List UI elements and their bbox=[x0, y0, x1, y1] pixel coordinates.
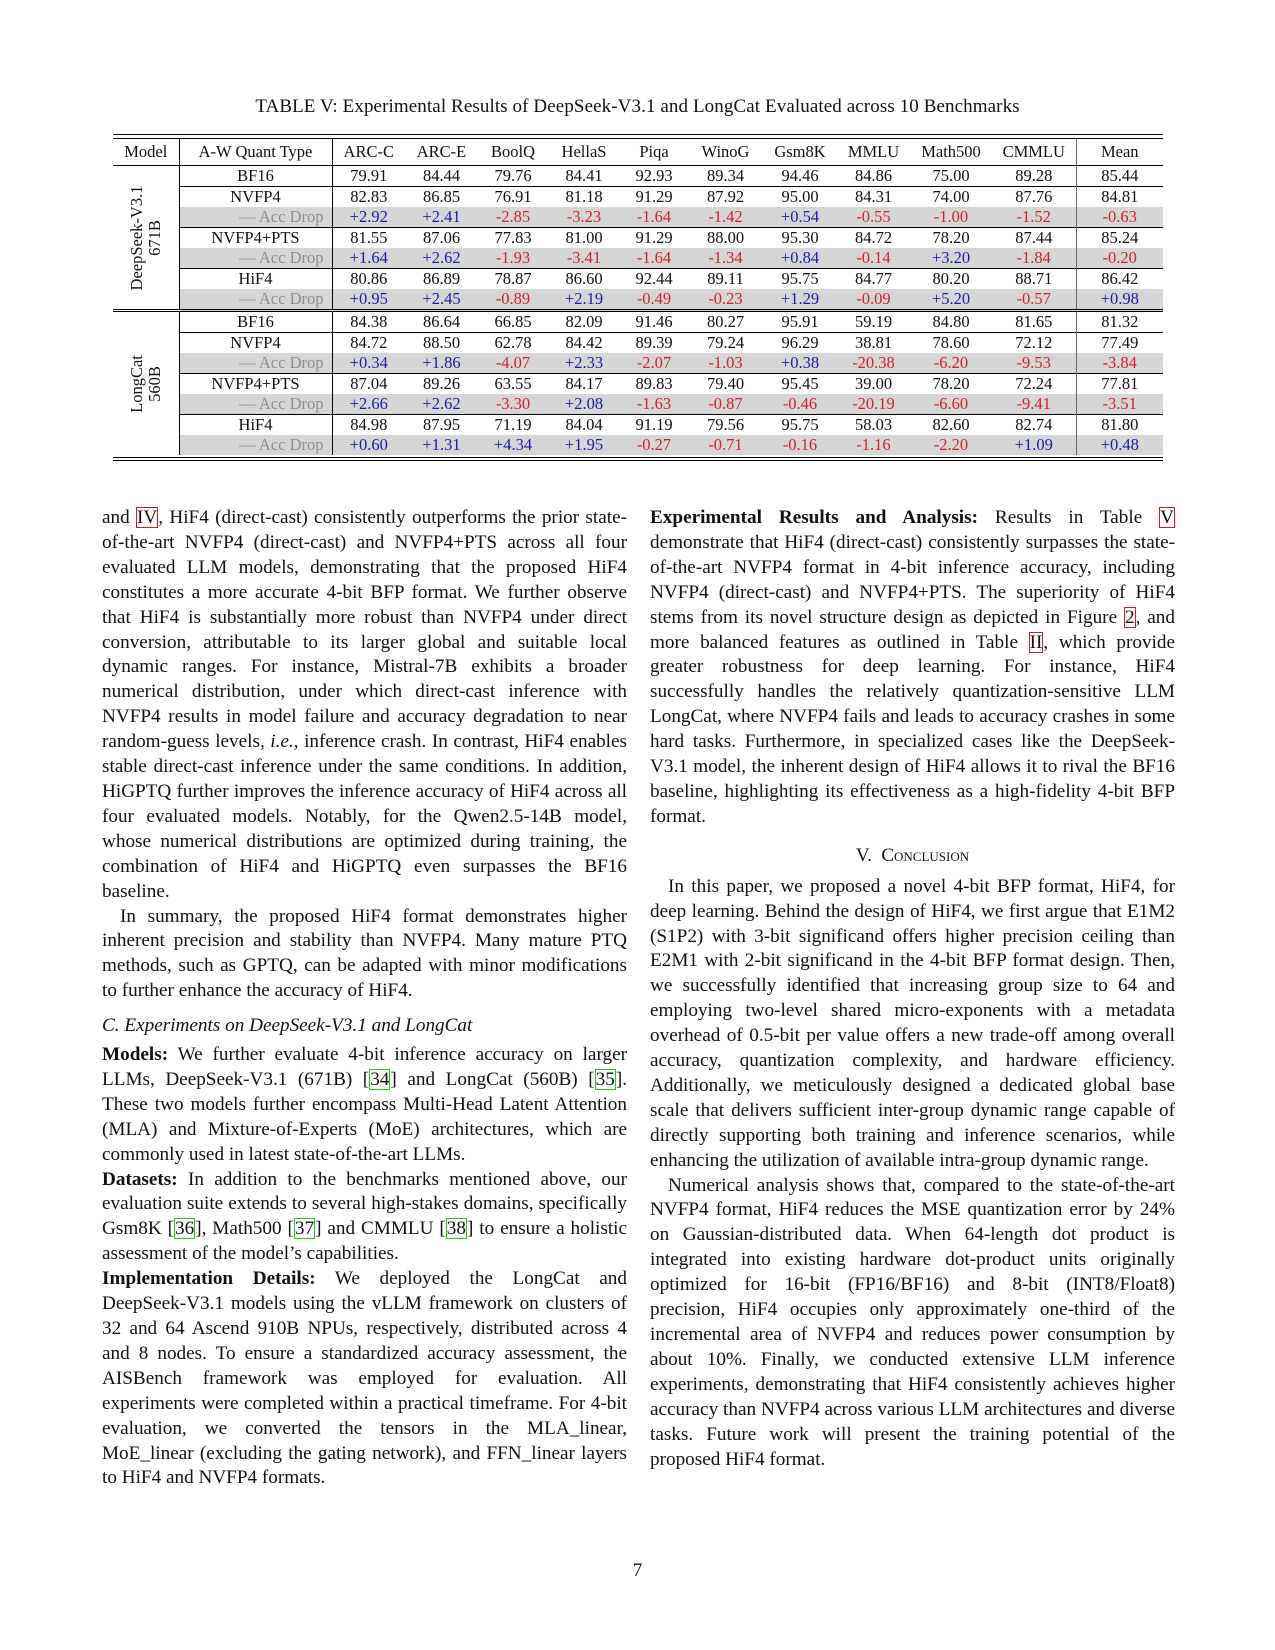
acc-drop-row bbox=[113, 435, 1163, 455]
acc-drop-cell: -0.49 bbox=[620, 289, 688, 311]
value-cell: 87.95 bbox=[405, 415, 478, 436]
header-arc-c: ARC-C bbox=[332, 139, 405, 166]
acc-drop-cell: +0.38 bbox=[763, 353, 837, 374]
acc-drop-cell: -0.71 bbox=[688, 435, 763, 455]
value-cell: 86.64 bbox=[405, 311, 478, 333]
value-cell: 82.74 bbox=[992, 415, 1076, 436]
value-cell: 81.55 bbox=[332, 228, 405, 249]
paragraph-models: Models: We further evaluate 4-bit inference accuracy on larger LLMs, DeepSeek-V3.1 (671B) [34] and LongCat (560B) [35]. These two models further encompass Multi-Head Latent Attention (MLA) and Mixture-of-Experts (MoE) architectures, which are commonly used in latest state-of-the-art LLMs. bbox=[102, 1044, 627, 1165]
figure-ref-link[interactable]: 2 bbox=[1125, 606, 1135, 628]
table-ref-link[interactable]: V bbox=[1160, 507, 1175, 528]
citation-link[interactable]: 35 bbox=[595, 1068, 615, 1090]
value-cell: 82.60 bbox=[910, 415, 992, 436]
acc-drop-label: — Acc Drop bbox=[179, 353, 332, 374]
table-row bbox=[113, 166, 1163, 187]
acc-drop-cell: +1.86 bbox=[405, 353, 478, 374]
citation-link[interactable]: 36 bbox=[175, 1218, 195, 1240]
acc-drop-cell: -1.84 bbox=[992, 248, 1076, 269]
value-cell: 88.71 bbox=[992, 269, 1076, 290]
value-cell: 63.55 bbox=[478, 374, 548, 395]
acc-drop-cell: -6.20 bbox=[910, 353, 992, 374]
value-cell: 84.72 bbox=[332, 333, 405, 354]
value-cell: 62.78 bbox=[478, 333, 548, 354]
citation-link[interactable]: 34 bbox=[370, 1068, 390, 1090]
acc-drop-cell: +0.34 bbox=[332, 353, 405, 374]
acc-drop-cell: +1.95 bbox=[548, 435, 620, 455]
acc-drop-cell: +0.84 bbox=[763, 248, 837, 269]
acc-drop-cell: -1.52 bbox=[992, 207, 1076, 228]
acc-drop-cell: -0.89 bbox=[478, 289, 548, 311]
value-cell: 84.72 bbox=[837, 228, 910, 249]
acc-drop-cell: -0.63 bbox=[1076, 207, 1163, 228]
acc-drop-cell: -2.20 bbox=[910, 435, 992, 455]
quant-type-cell: BF16 bbox=[179, 166, 332, 187]
value-cell: 95.91 bbox=[763, 311, 837, 333]
acc-drop-cell: -1.00 bbox=[910, 207, 992, 228]
value-cell: 96.29 bbox=[763, 333, 837, 354]
acc-drop-cell: +1.29 bbox=[763, 289, 837, 311]
header-winog: WinoG bbox=[688, 139, 763, 166]
value-cell: 58.03 bbox=[837, 415, 910, 436]
value-cell: 84.42 bbox=[548, 333, 620, 354]
value-cell: 79.24 bbox=[688, 333, 763, 354]
acc-drop-cell: -1.63 bbox=[620, 394, 688, 415]
table-row bbox=[113, 269, 1163, 290]
value-cell: 89.26 bbox=[405, 374, 478, 395]
paragraph-implementation: Implementation Details: We deployed the LongCat and DeepSeek-V3.1 models using the vLLM framework on clusters of 32 and 64 Ascend 910B NPUs, respectively, distributed across 4 and 8 nodes. To ensure a standardized accuracy assessment, the AISBench framework was employed for evaluation. All experiments were completed within a practical timeframe. For 4-bit evaluation, we converted the tensors in the MLA_linear, MoE_linear (excluding the gating network), and FFN_linear layers to HiF4 and NVFP4 formats. bbox=[102, 1268, 627, 1489]
acc-drop-cell: +1.64 bbox=[332, 248, 405, 269]
acc-drop-cell: +5.20 bbox=[910, 289, 992, 311]
page-number: 7 bbox=[632, 1560, 643, 1581]
subsection-heading: C. Experiments on DeepSeek-V3.1 and LongCat bbox=[102, 1015, 473, 1037]
value-cell: 87.76 bbox=[992, 187, 1076, 208]
paragraph-conclusion-2: Numerical analysis shows that, compared to the state-of-the-art NVFP4 format, HiF4 reduces the MSE quantization error by 24% on Gaussian-distributed data. When 64-length dot product is integrated into existing hardware dot-product units originally optimized for 16-bit (FP16/BF16) and 8-bit (INT8/Float8) precision, HiF4 occupies only approximately one-third of the incremental area of NVFP4 and reduces power consumption by about 10%. Finally, we conducted extensive LLM inference experiments, demonstrating that HiF4 consistently achieves higher accuracy than NVFP4 across various LLM architectures and diverse tasks. Future work will present the training potential of the proposed HiF4 format. bbox=[650, 1174, 1175, 1470]
acc-drop-label: — Acc Drop bbox=[179, 435, 332, 455]
acc-drop-cell: +2.45 bbox=[405, 289, 478, 311]
acc-drop-label: — Acc Drop bbox=[179, 248, 332, 269]
value-cell: 66.85 bbox=[478, 311, 548, 333]
value-cell: 76.91 bbox=[478, 187, 548, 208]
acc-drop-cell: +2.33 bbox=[548, 353, 620, 374]
quant-type-cell: NVFP4 bbox=[179, 187, 332, 208]
table-header-row bbox=[113, 139, 1163, 166]
table-row bbox=[113, 415, 1163, 436]
acc-drop-cell: -0.27 bbox=[620, 435, 688, 455]
value-cell: 81.32 bbox=[1076, 311, 1163, 333]
value-cell: 88.00 bbox=[688, 228, 763, 249]
acc-drop-cell: -3.51 bbox=[1076, 394, 1163, 415]
paragraph-experimental-results: Experimental Results and Analysis: Results in Table V demonstrate that HiF4 (direct-cast) consistently surpasses the state-of-the-art NVFP4 format in 4-bit inference accuracy, including NVFP4 (direct-cast) and NVFP4+PTS. The superiority of HiF4 stems from its novel structure design as depicted in Figure 2, and more balanced features as outlined in Table II, which provide greater robustness for deep learning. For instance, HiF4 successfully handles the relatively quantization-sensitive LLM LongCat, where NVFP4 fails and leads to accuracy crashes in some hard tasks. Furthermore, in specialized cases like the DeepSeek-V3.1 model, the inherent design of HiF4 allows it to rival the BF16 baseline, highlighting its effectiveness as a high-fidelity 4-bit BFP format. bbox=[650, 507, 1175, 827]
acc-drop-cell: -9.41 bbox=[992, 394, 1076, 415]
acc-drop-cell: -0.20 bbox=[1076, 248, 1163, 269]
acc-drop-cell: -3.41 bbox=[548, 248, 620, 269]
table-row bbox=[113, 374, 1163, 395]
header-cmmlu: CMMLU bbox=[992, 139, 1076, 166]
value-cell: 84.98 bbox=[332, 415, 405, 436]
acc-drop-cell: +2.66 bbox=[332, 394, 405, 415]
header-boolq: BoolQ bbox=[478, 139, 548, 166]
value-cell: 39.00 bbox=[837, 374, 910, 395]
header-quant-type: A-W Quant Type bbox=[179, 139, 332, 166]
value-cell: 79.56 bbox=[688, 415, 763, 436]
value-cell: 80.20 bbox=[910, 269, 992, 290]
value-cell: 77.49 bbox=[1076, 333, 1163, 354]
value-cell: 88.50 bbox=[405, 333, 478, 354]
acc-drop-cell: -0.14 bbox=[837, 248, 910, 269]
table-row bbox=[113, 228, 1163, 249]
value-cell: 89.83 bbox=[620, 374, 688, 395]
right-column bbox=[650, 506, 1175, 1472]
acc-drop-cell: +2.41 bbox=[405, 207, 478, 228]
value-cell: 91.29 bbox=[620, 228, 688, 249]
acc-drop-cell: -1.03 bbox=[688, 353, 763, 374]
acc-drop-cell: +2.19 bbox=[548, 289, 620, 311]
value-cell: 79.76 bbox=[494, 166, 532, 185]
acc-drop-cell: -0.57 bbox=[992, 289, 1076, 311]
acc-drop-cell: -1.93 bbox=[478, 248, 548, 269]
value-cell: 87.44 bbox=[992, 228, 1076, 249]
acc-drop-cell: -3.30 bbox=[478, 394, 548, 415]
value-cell: 91.29 bbox=[620, 187, 688, 208]
value-cell: 92.44 bbox=[620, 269, 688, 290]
value-cell: 89.34 bbox=[706, 166, 745, 185]
acc-drop-cell: -0.16 bbox=[763, 435, 837, 455]
acc-drop-cell: +0.60 bbox=[332, 435, 405, 455]
citation-link[interactable]: 37 bbox=[294, 1218, 315, 1240]
header-model: Model bbox=[113, 139, 179, 166]
value-cell: 91.19 bbox=[620, 415, 688, 436]
value-cell: 84.38 bbox=[332, 311, 405, 333]
acc-drop-row bbox=[113, 353, 1163, 374]
acc-drop-cell: -1.64 bbox=[620, 248, 688, 269]
value-cell: 78.20 bbox=[910, 374, 992, 395]
value-cell: 86.42 bbox=[1076, 269, 1163, 290]
value-cell: 72.24 bbox=[992, 374, 1076, 395]
paragraph-results-summary: and IV, HiF4 (direct-cast) consistently outperforms the prior state-of-the-art NVFP4 (direct-cast) and NVFP4+PTS across all four evaluated LLM models, demonstrating that the proposed HiF4 constitutes a more accurate 4-bit BFP format. We further observe that HiF4 is substantially more robust than NVFP4 under direct conversion, attributable to its larger global and suitable local dynamic ranges. For instance, Mistral-7B exhibits a broader numerical distribution, under which direct-cast inference with NVFP4 results in model failure and accuracy degradation to near random-guess levels, i.e., inference crash. In contrast, HiF4 enables stable direct-cast inference under the same conditions. In addition, HiGPTQ further improves the inference accuracy of HiF4 across all four evaluated models. Notably, for the Qwen2.5-14B model, whose numerical distributions are optimized during training, the combination of HiF4 and HiGPTQ even surpasses the BF16 baseline. bbox=[102, 507, 627, 902]
acc-drop-cell: -1.16 bbox=[837, 435, 910, 455]
acc-drop-cell: -1.64 bbox=[620, 207, 688, 228]
quant-type-cell: NVFP4+PTS bbox=[179, 228, 332, 249]
value-cell: 80.86 bbox=[332, 269, 405, 290]
table-bottom-rule bbox=[113, 457, 1163, 461]
value-cell: 95.00 bbox=[763, 187, 837, 208]
acc-drop-label: — Acc Drop bbox=[179, 207, 332, 228]
acc-drop-cell: -2.07 bbox=[620, 353, 688, 374]
table-ref-link[interactable]: II bbox=[1029, 631, 1043, 653]
acc-drop-cell: -20.19 bbox=[837, 394, 910, 415]
value-cell: 59.19 bbox=[837, 311, 910, 333]
value-cell: 95.45 bbox=[763, 374, 837, 395]
acc-drop-cell: -1.34 bbox=[688, 248, 763, 269]
acc-drop-cell: -0.55 bbox=[837, 207, 910, 228]
value-cell: 86.60 bbox=[548, 269, 620, 290]
acc-drop-cell: -3.23 bbox=[548, 207, 620, 228]
acc-drop-cell: -6.60 bbox=[910, 394, 992, 415]
acc-drop-cell: -2.85 bbox=[478, 207, 548, 228]
acc-drop-cell: +0.98 bbox=[1076, 289, 1163, 311]
value-cell: 75.00 bbox=[932, 166, 970, 185]
quant-type-cell: HiF4 bbox=[179, 269, 332, 290]
value-cell: 84.86 bbox=[854, 166, 893, 185]
value-cell: 87.06 bbox=[405, 228, 478, 249]
results-table bbox=[113, 134, 1163, 461]
acc-drop-label: — Acc Drop bbox=[179, 394, 332, 415]
acc-drop-cell: +0.54 bbox=[763, 207, 837, 228]
acc-drop-cell: -3.84 bbox=[1076, 353, 1163, 374]
value-cell: 89.28 bbox=[992, 166, 1076, 187]
value-cell: 94.46 bbox=[781, 166, 819, 185]
header-mmlu: MMLU bbox=[837, 139, 910, 166]
value-cell: 84.77 bbox=[837, 269, 910, 290]
acc-drop-label: — Acc Drop bbox=[179, 289, 332, 311]
value-cell: 79.91 bbox=[350, 166, 388, 185]
value-cell: 78.20 bbox=[910, 228, 992, 249]
header-mean: Mean bbox=[1076, 139, 1163, 166]
acc-drop-row bbox=[113, 207, 1163, 228]
value-cell: 89.39 bbox=[620, 333, 688, 354]
header-arc-e: ARC-E bbox=[405, 139, 478, 166]
value-cell: 84.04 bbox=[548, 415, 620, 436]
value-cell: 87.04 bbox=[332, 374, 405, 395]
value-cell: 77.83 bbox=[478, 228, 548, 249]
value-cell: 71.19 bbox=[478, 415, 548, 436]
quant-type-cell: BF16 bbox=[179, 311, 332, 333]
left-column bbox=[102, 506, 627, 1491]
acc-drop-cell: +0.95 bbox=[332, 289, 405, 311]
model-label: LongCat 560B bbox=[126, 354, 164, 413]
value-cell: 74.00 bbox=[910, 187, 992, 208]
value-cell: 95.30 bbox=[763, 228, 837, 249]
value-cell: 95.75 bbox=[763, 269, 837, 290]
quant-type-cell: NVFP4+PTS bbox=[179, 374, 332, 395]
value-cell: 86.85 bbox=[405, 187, 478, 208]
value-cell: 89.11 bbox=[688, 269, 763, 290]
value-cell: 82.83 bbox=[332, 187, 405, 208]
quant-type-cell: NVFP4 bbox=[179, 333, 332, 354]
header-piqa: Piqa bbox=[620, 139, 688, 166]
value-cell: 38.81 bbox=[837, 333, 910, 354]
acc-drop-cell: +2.62 bbox=[405, 394, 478, 415]
paragraph-conclusion-1: In this paper, we proposed a novel 4-bit BFP format, HiF4, for deep learning. Behind the design of HiF4, we first argue that E1M2 (S1P2) with 3-bit significand offers higher precision ceiling than E2M1 with 2-bit significand in the 4-bit BFP format design. Then, we successfully identified that increasing group size to 64 and employing two-level shared micro-exponents with a metadata overhead of 0.5-bit per value offers a new trade-off among overall accuracy, quantization complexity, and hardware efficiency. Additionally, we meticulously designed a dedicated global base scale that delivers sufficient inter-group dynamic range capable of directly supporting both training and inference scenarios, while enhancing the utilization of available intra-group dynamic range. bbox=[650, 875, 1175, 1171]
acc-drop-cell: -1.42 bbox=[688, 207, 763, 228]
model-name-cell bbox=[113, 311, 179, 456]
value-cell: 81.18 bbox=[548, 187, 620, 208]
value-cell: 79.40 bbox=[688, 374, 763, 395]
acc-drop-row bbox=[113, 394, 1163, 415]
acc-drop-cell: +2.62 bbox=[405, 248, 478, 269]
acc-drop-cell: -20.38 bbox=[837, 353, 910, 374]
value-cell: 84.41 bbox=[565, 166, 603, 185]
acc-drop-cell: +0.48 bbox=[1076, 435, 1163, 455]
value-cell: 84.17 bbox=[548, 374, 620, 395]
model-name-cell bbox=[113, 166, 179, 311]
value-cell: 84.81 bbox=[1076, 187, 1163, 208]
paragraph-summary: In summary, the proposed HiF4 format demonstrates higher inherent precision and stability than NVFP4. Many mature PTQ methods, such as GPTQ, can be adapted with minor modifications to further enhance the accuracy of HiF4. bbox=[102, 905, 627, 1002]
value-cell: 78.60 bbox=[910, 333, 992, 354]
header-hellas: HellaS bbox=[548, 139, 620, 166]
model-label: DeepSeek-V3.1 671B bbox=[126, 185, 164, 290]
acc-drop-cell: -4.07 bbox=[478, 353, 548, 374]
value-cell: 95.75 bbox=[763, 415, 837, 436]
value-cell: 84.80 bbox=[910, 311, 992, 333]
value-cell: 85.24 bbox=[1076, 228, 1163, 249]
acc-drop-cell: -0.87 bbox=[688, 394, 763, 415]
acc-drop-cell: -0.23 bbox=[688, 289, 763, 311]
value-cell: 77.81 bbox=[1076, 374, 1163, 395]
value-cell: 84.31 bbox=[837, 187, 910, 208]
acc-drop-cell: +2.92 bbox=[332, 207, 405, 228]
value-cell: 86.89 bbox=[405, 269, 478, 290]
value-cell: 80.27 bbox=[688, 311, 763, 333]
value-cell: 84.44 bbox=[422, 166, 461, 185]
value-cell: 87.92 bbox=[688, 187, 763, 208]
value-cell: 81.80 bbox=[1076, 415, 1163, 436]
value-cell: 81.00 bbox=[548, 228, 620, 249]
acc-drop-cell: +1.31 bbox=[405, 435, 478, 455]
paragraph-datasets: Datasets: In addition to the benchmarks mentioned above, our evaluation suite extends to several high-stakes domains, specifically Gsm8K [36], Math500 [37] and CMMLU [38] to ensure a holistic assessment of the model’s capabilities. bbox=[102, 1168, 628, 1265]
acc-drop-cell: +4.34 bbox=[478, 435, 548, 455]
value-cell: 72.12 bbox=[992, 333, 1076, 354]
acc-drop-cell: -0.46 bbox=[763, 394, 837, 415]
table-caption: TABLE V: Experimental Results of DeepSeek-V3.1 and LongCat Evaluated across 10 Benchmarks bbox=[255, 96, 1020, 117]
table-row bbox=[113, 333, 1163, 354]
value-cell: 91.46 bbox=[620, 311, 688, 333]
citation-link[interactable]: 38 bbox=[446, 1218, 466, 1240]
value-cell: 81.65 bbox=[992, 311, 1076, 333]
value-cell: 82.09 bbox=[548, 311, 620, 333]
value-cell: 92.93 bbox=[635, 166, 673, 185]
quant-type-cell: HiF4 bbox=[179, 415, 332, 436]
acc-drop-row bbox=[113, 289, 1163, 311]
table-ref-link[interactable]: IV bbox=[137, 507, 158, 528]
table-row bbox=[113, 311, 1163, 333]
acc-drop-cell: +2.08 bbox=[548, 394, 620, 415]
header-gsm8k: Gsm8K bbox=[763, 139, 837, 166]
header-math500: Math500 bbox=[910, 139, 992, 166]
acc-drop-cell: -9.53 bbox=[992, 353, 1076, 374]
value-cell: 78.87 bbox=[478, 269, 548, 290]
acc-drop-cell: -0.09 bbox=[837, 289, 910, 311]
acc-drop-cell: +3.20 bbox=[910, 248, 992, 269]
acc-drop-row bbox=[113, 248, 1163, 269]
section-heading-conclusion: V. Conclusion bbox=[855, 844, 970, 866]
acc-drop-cell: +1.09 bbox=[992, 435, 1076, 455]
value-cell: 85.44 bbox=[1101, 166, 1139, 185]
table-row bbox=[113, 187, 1163, 208]
